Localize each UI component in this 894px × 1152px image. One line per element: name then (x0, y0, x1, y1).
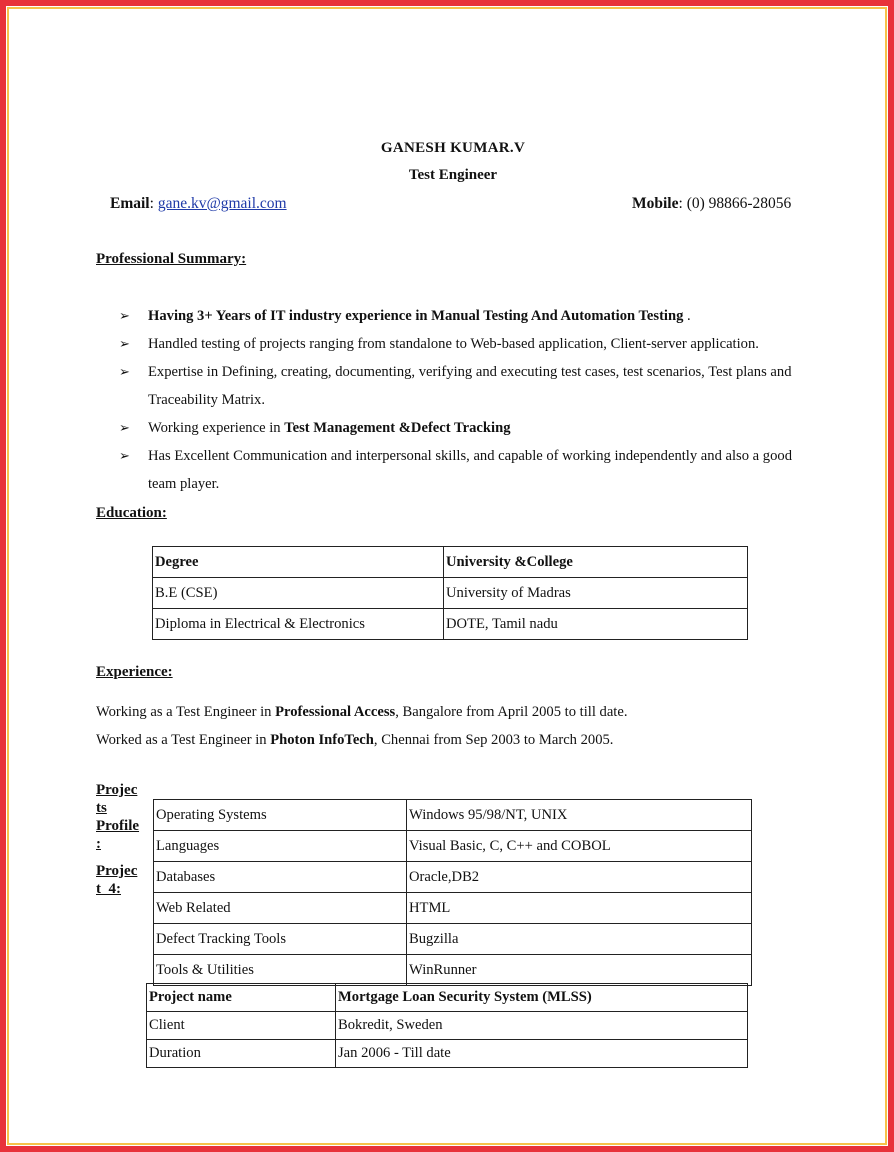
table-row: Tools & Utilities WinRunner (154, 955, 752, 986)
university-cell: University of Madras (444, 578, 748, 609)
company-name: Photon InfoTech (270, 732, 374, 748)
email-link[interactable]: gane.kv@gmail.com (157, 195, 287, 212)
project-detail-table (146, 983, 748, 1068)
arrow-bullet-icon: ➢ (119, 420, 130, 435)
list-item: ➢ Handled testing of projects ranging from standalone to Web-based application, Client-server application. (119, 330, 819, 358)
candidate-name: GANESH KUMAR.V (380, 140, 526, 156)
company-name: Professional Access (275, 704, 396, 720)
mobile-number: (0) 98866-28056 (686, 195, 792, 212)
experience-line: Worked as a Test Engineer in Photon InfoTech, Chennai from Sep 2003 to March 2005. (96, 732, 614, 748)
degree-header: Degree (153, 547, 444, 578)
mobile-label: Mobile (632, 195, 679, 212)
experience-heading: Experience: (96, 664, 173, 680)
job-title: Test Engineer (408, 167, 498, 183)
degree-cell: B.E (CSE) (153, 578, 444, 609)
table-row: Duration Jan 2006 - Till date (147, 1040, 748, 1068)
email-row: Email: gane.kv@gmail.com (110, 195, 287, 212)
arrow-bullet-icon: ➢ (119, 448, 130, 463)
table-row (153, 547, 748, 578)
experience-line: Working as a Test Engineer in Professional Access, Bangalore from April 2005 to till date. (96, 704, 628, 720)
education-table (152, 546, 748, 640)
mobile-row: Mobile: (0) 98866-28056 (632, 195, 792, 212)
list-item: ➢ Working experience in Test Management &Defect Tracking (119, 414, 819, 442)
email-label: Email (110, 195, 150, 212)
list-item: ➢ Expertise in Defining, creating, documenting, verifying and executing test cases, test scenarios, Test plans and Traceability Matrix. (119, 358, 819, 414)
arrow-bullet-icon: ➢ (119, 364, 130, 379)
arrow-bullet-icon: ➢ (119, 336, 130, 351)
table-row: Databases Oracle,DB2 (154, 862, 752, 893)
projects-profile-label: Projec ts Profile : (96, 782, 140, 852)
table-row: Project name Mortgage Loan Security System (MLSS) (147, 984, 748, 1012)
summary-list (119, 302, 819, 498)
table-row: Defect Tracking Tools Bugzilla (154, 924, 752, 955)
project-4-label: Projec t 4: (96, 863, 138, 897)
list-item: ➢ Has Excellent Communication and interpersonal skills, and capable of working independently and also a good team player. (119, 442, 819, 498)
table-row: Languages Visual Basic, C, C++ and COBOL (154, 831, 752, 862)
table-row: Operating Systems Windows 95/98/NT, UNIX (154, 800, 752, 831)
university-header: University &College (444, 547, 748, 578)
degree-cell: Diploma in Electrical & Electronics (153, 609, 444, 640)
list-item: ➢ Having 3+ Years of IT industry experience in Manual Testing And Automation Testing . (119, 302, 819, 330)
table-row: Web Related HTML (154, 893, 752, 924)
education-heading: Education: (96, 505, 167, 521)
table-row (153, 578, 748, 609)
table-row: Client Bokredit, Sweden (147, 1012, 748, 1040)
university-cell: DOTE, Tamil nadu (444, 609, 748, 640)
summary-heading: Professional Summary: (96, 251, 247, 267)
arrow-bullet-icon: ➢ (119, 308, 130, 323)
table-row (153, 609, 748, 640)
environment-table (153, 799, 752, 986)
